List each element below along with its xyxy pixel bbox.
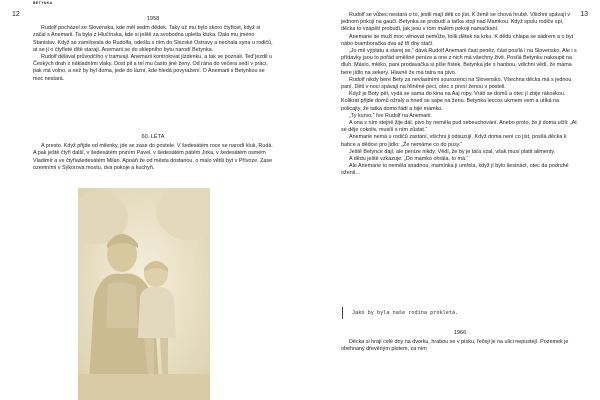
text-column-top [33, 12, 273, 83]
paragraph: A presto. Když přijde od milenky, jde se zase do postele. V šedesátém roce se narodí kluk, Rudá. A pak ještě čtyři další, v šedesátém prvním Pavel, v šedesátém pátém Jirka, v šedesátém osmém Vladimír a ve čtyřiašedesátém Milan. Apoáň že od města dostanou, o malo větší byt v Přívoze. Zase ozemními v Sýkorova mostu, dva pokoje a kuchyň. [33, 143, 273, 171]
paragraph: Rudolf se vůbec nestará o to, jestli mají děti co jíst. K ženě se chová hrubě. Všichni spávají v jednom pokoji na gauči. Betynka se probudí a taťka stojí nad Mamkou. Když spolu rodiče spí, děcka to vzápětí probudí, jak jsou v tom malém pokoji namačkaní. [341, 12, 571, 33]
text-column-bottom [341, 326, 579, 354]
paragraph: Rudolf pocházel ze Slovenska, kde měl sedm dědek. Taky už mu bylo skoro čtyřicet, když si začal s Anemarii. Ta byla z Hlučínska, kde si ještě za svobodna upletla kluka. Dala mu jméno Stanislav. Když se zamilovala do Rudolfa, odešla s ním do Slezské Ostravy a nechala syna u rodičů, at se jí o čtyřleté dítě starají. Anemarii se do sklepního bytu narodí Betynka. [33, 25, 273, 53]
paragraph: Anemarie nemá u rodičů zastání, všichni ji odsuzují. Když doma není co jíst, posílá děcka k babce a dědovi pro jídlo: „Že nemáme co do pusy.“ [341, 134, 567, 148]
family-photo [78, 188, 210, 400]
pull-quote: Jako by byla naše rodina prokletá. [342, 307, 582, 319]
section-heading-1958: 1958 [146, 16, 160, 22]
photo-image [78, 188, 210, 400]
paragraph: A ona s ním stejně žije dál, pivo by neměla pud sebeuchování. Anebo proto, že ji doma učili: „At se děje cokoliv, musíš s ním zůstat.“ [341, 120, 577, 134]
paragraph: Anemarie se muži moc věnovat nemůže, tolik dětek na krku. K dědu chlapa se sádrem a o byt nábo bramboračka dva až tři dny stačí. [341, 33, 574, 47]
page-number-left: 12 [12, 11, 20, 18]
paragraph: Rudolf dělával průvodčího v tramvaji. Anemarii kontrolovat jízdenku, a tak se poznali. Teď jezdil u Českých drah s nákladními vlaky. Dost pil a tel mu často jiné ženy. Od rána do večera sedí v práci, pak má volno, a než by byl doma, jede do lázní, kde hledá povyražení. O Anemarii s Betynkou se moc nestará. [33, 54, 272, 82]
text-column-main [341, 12, 579, 178]
paragraph: Děcka si hrají celé dny na dvorku, hrabou se v písku, řečeji je na ulici nepustejí. Pozemek je obehnaný dřevěným plotem, za ním [341, 339, 569, 353]
page-number-right: 13 [580, 11, 588, 18]
section-heading-60-leta: 60. LÉTA [141, 134, 165, 140]
right-page [300, 0, 600, 400]
paragraph: Ale Anemarie to neměla snadnou, mamínka ji umřela, když jí bylo šestnáct, otec da podruhé oženil… [341, 163, 569, 177]
running-head: BETYNKA [33, 1, 53, 5]
paragraph: „Ty kurvo,“ řve Rudolf na Anemarii. [349, 112, 432, 119]
paragraph: Ještě Betynce dají, ale peníze nikdy. Vědí, že by je taťa vzal, však musí platit alimenty. [349, 148, 556, 155]
paragraph: A dědu ještě vzkazuje: „Do mamko ohrála, to má.“ [349, 156, 469, 163]
paragraph: Když je Boty pět, vydá se sama do kina na Aaj ropy. Vrátí se domů a otec jí zbije rákoskou. Kolikrát přijde domů ožralý a hned se sape na ženu. Betynka leccos ukrnem vem a utíká na policajty, že tatka domo řádí a bije mamku. [341, 91, 566, 112]
text-column-middle [33, 130, 273, 172]
paragraph: „Jo mě výplatu a starej se,“ dává Rudolf Anemarii čast peněz, část posílá i na Slovensko. Ale i s přídavky jsou to pořád směšné peníze a one z nich má všechny živit. Posílá Betynku nakoupit na dluh. Máslo, mléko, paní prodavačka si píše řistek. Betynka jde s hanbou, vdichni vědí, že máma bere jídlo na sekery. Hlavně že má tatra na pivo. [341, 48, 577, 76]
section-heading-1966: 1966 [453, 330, 467, 336]
paragraph: Rudolf nikdy bere Bety za nevlastními sourozenci na Slovensko. Všechna děcka má s jednou paní. Děti v noci spávají na hliněné peci, otec s první ženou v posteli. [341, 76, 572, 91]
